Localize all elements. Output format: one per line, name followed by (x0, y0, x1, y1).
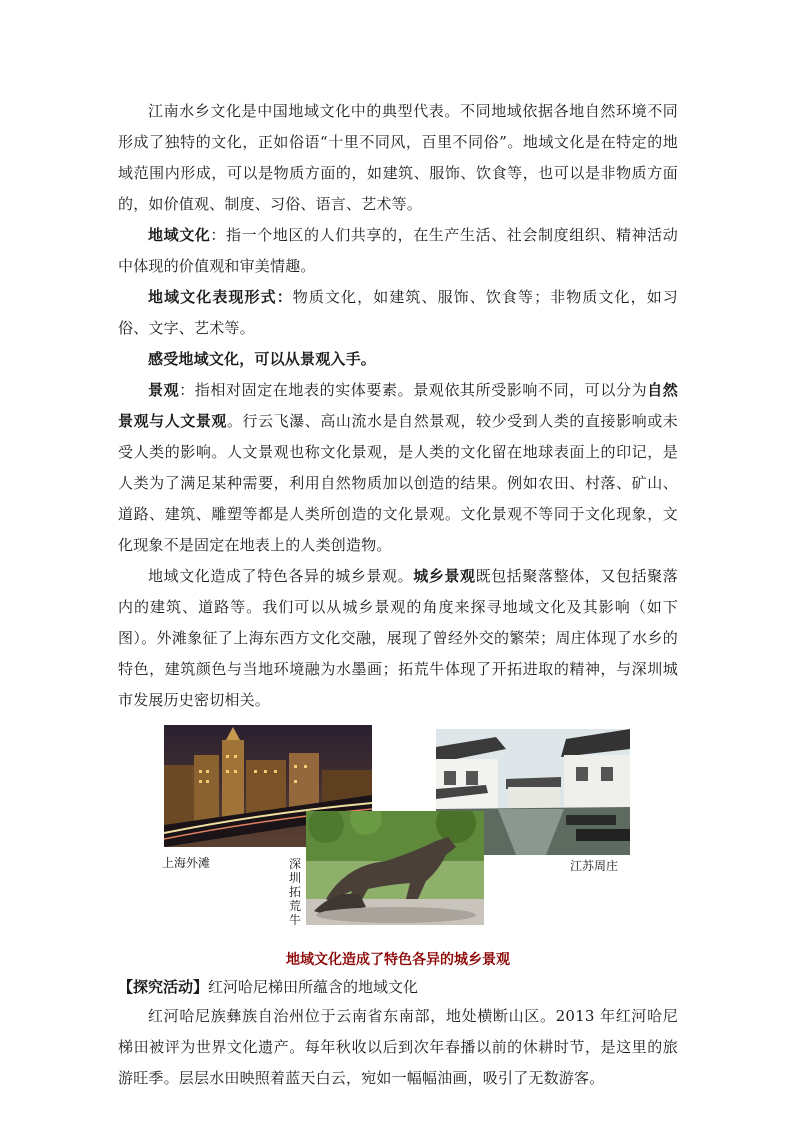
caption-zhouzhuang: 江苏周庄 (570, 859, 619, 873)
term-urban-rural-landscape: 城乡景观 (413, 567, 476, 585)
landscape-figure (118, 725, 678, 945)
paragraph-urban-rural (118, 561, 678, 716)
paragraph-intro: 江南水乡文化是中国地域文化中的典型代表。不同地域依据各地自然环境不同形成了独特的文化，正如俗语“十里不同风，百里不同俗”。地域文化是在特定的地域范围内形成，可以是物质方面的，如建筑、服饰、饮食等，也可以是非物质方面的，如价值观、制度、习俗、语言、艺术等。 (118, 102, 678, 213)
caption-shenzhen-ox: 深圳拓荒牛 (289, 857, 302, 927)
urban-rural-text-b: 既包括聚落整体，又包括聚落内的建筑、道路等。我们可以从城乡景观的角度来探寻地域文化及其影响（如下图）。外滩象征了上海东西方文化交融，展现了曾经外交的繁荣；周庄体现了水乡的特色，建筑颜色与当地环境融为水墨画；拓荒牛体现了开拓进取的精神，与深圳城市发展历史密切相关。 (118, 567, 678, 709)
forms-text: 物质文化，如建筑、服饰、饮食等；非物质文化，如习俗、文字、艺术等。 (118, 288, 678, 337)
activity-paragraph: 红河哈尼族彝族自治州位于云南省东南部，地处横断山区。2013 年红河哈尼梯田被评为世界文化遗产。每年秋收以后到次年春播以前的休耕时节，是这里的旅游旺季。层层水田映照着蓝天白云，宛如一幅幅油画，吸引了无数游客。 (118, 1007, 678, 1087)
paragraph-landscape (118, 375, 678, 561)
paragraph-forms (118, 282, 678, 344)
term-forms: 地域文化表现形式： (148, 288, 293, 306)
landscape-text-b: 。行云飞瀑、高山流水是自然景观，较少受到人类的直接影响或未受人类的影响。人文景观也称文化景观，是人类的文化留在地球表面上的印记，是人类为了满足某种需要，利用自然物质加以创造的结果。例如农田、村落、矿山、道路、建筑、雕塑等都是人类所创造的文化景观。文化景观不等同于文化现象，文化现象不是固定在地表上的人类创造物。 (118, 412, 678, 554)
activity-title: 红河哈尼梯田所蕴含的地域文化 (208, 978, 419, 996)
caption-shanghai-bund: 上海外滩 (162, 856, 211, 870)
activity-label: 【探究活动】 (118, 978, 209, 996)
activity-heading (118, 973, 678, 1001)
paragraph-definition (118, 220, 678, 282)
document-page (118, 96, 678, 1094)
landscape-text-a: ：指相对固定在地表的实体要素。景观依其所受影响不同，可以分为 (179, 381, 648, 399)
photo-shenzhen-ox (306, 811, 484, 925)
term-regional-culture: 地域文化 (148, 226, 211, 244)
figure-title: 地域文化造成了特色各异的城乡景观 (286, 952, 510, 968)
definition-text: ：指一个地区的人们共享的，在生产生活、社会制度组织、精神活动中体现的价值观和审美情趣。 (118, 226, 678, 275)
paragraph-landscape-heading: 感受地域文化，可以从景观入手。 (148, 350, 377, 368)
term-landscape: 景观 (148, 381, 180, 399)
term-natural-human-landscape: 自然景观与人文景观 (118, 381, 678, 430)
urban-rural-text-a: 地域文化造成了特色各异的城乡景观。 (148, 567, 414, 585)
